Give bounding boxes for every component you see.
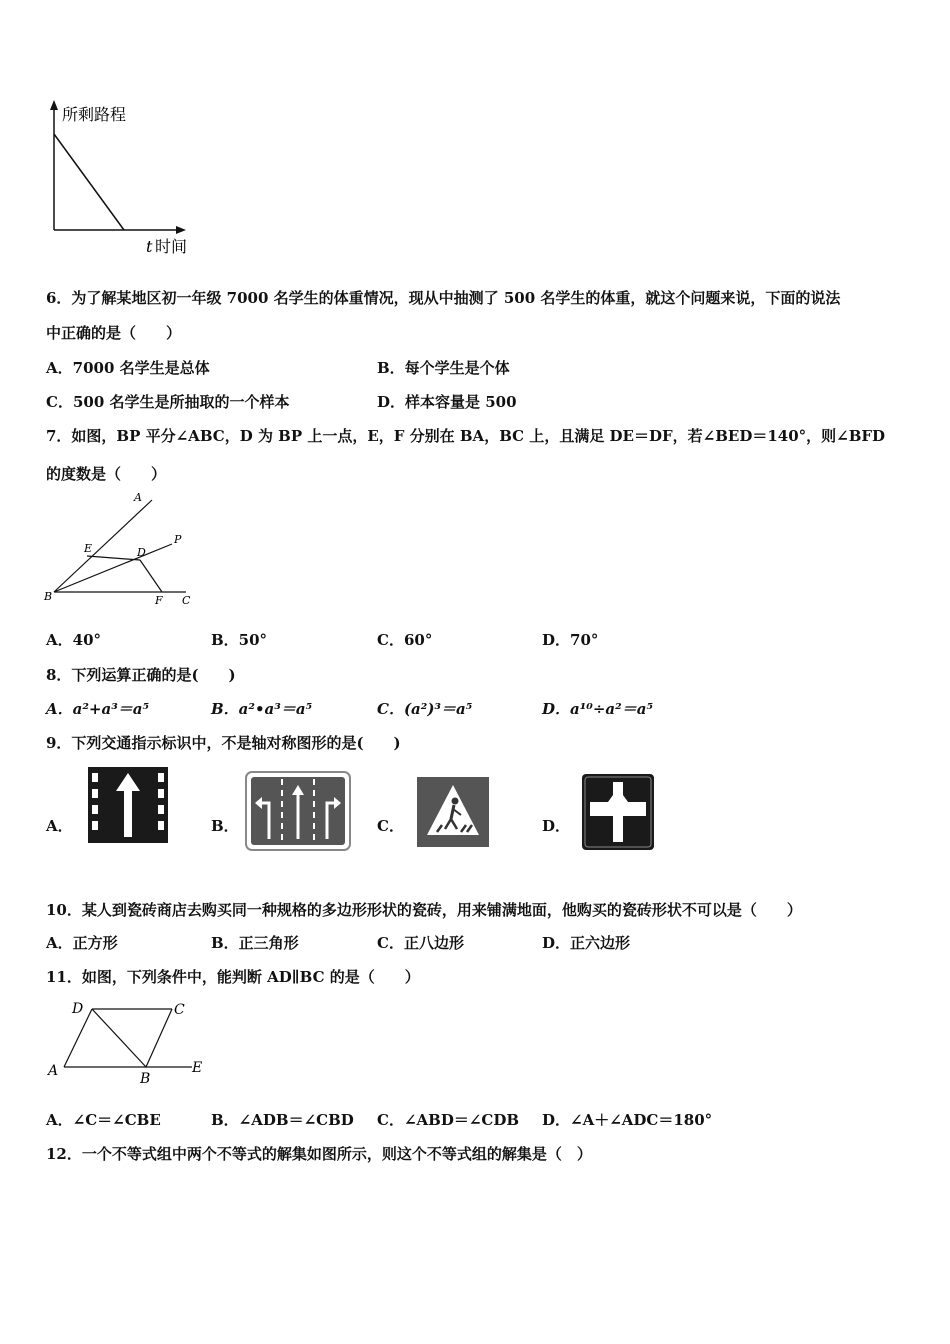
- q10-option-b: B．正三角形: [211, 934, 299, 952]
- side-cb: [146, 1009, 172, 1067]
- label-e: E: [192, 1060, 203, 1076]
- q6-stem-line2: 中正确的是（ ）: [46, 324, 182, 342]
- sign-lane-direction-icon: [245, 771, 351, 851]
- sign-pedestrian-crossing-icon: [417, 777, 489, 847]
- label-a: A: [48, 1063, 59, 1079]
- x-axis-variable: t: [146, 237, 153, 256]
- q9-option-d: D．: [542, 817, 571, 835]
- y-axis-label: 所剩路程: [62, 105, 127, 124]
- q10-option-d: D．正六边形: [542, 934, 631, 952]
- q11-stem: 11．如图，下列条件中，能判断 AD∥BC 的是（ ）: [46, 968, 420, 986]
- label-c: C: [174, 1002, 185, 1018]
- q8-option-c: C．(a²)³＝a⁵: [377, 700, 473, 718]
- y-axis-arrow: [50, 100, 58, 110]
- segment-df: [140, 560, 162, 592]
- sign-road-junction-icon: [582, 774, 654, 850]
- q8-stem: 8．下列运算正确的是( ): [46, 666, 236, 684]
- distance-time-graph: [40, 98, 200, 258]
- q10-stem: 10．某人到瓷砖商店去购买同一种规格的多边形形状的瓷砖，用来铺满地面，他购买的瓷砖形状不可以是（ ）: [46, 901, 802, 919]
- q6-option-c: C．500 名学生是所抽取的一个样本: [46, 393, 290, 411]
- q6-stem-line1: 6．为了解某地区初一年级 7000 名学生的体重情况，现从中抽测了 500 名学生的体重，就这个问题来说，下面的说法: [46, 289, 841, 307]
- q10-option-a: A．正方形: [46, 934, 118, 952]
- q7-stem-line1: 7．如图，BP 平分∠ABC，D 为 BP 上一点，E，F 分别在 BA，BC 上，且满足 DE＝DF，若∠BED＝140°，则∠BFD: [46, 427, 886, 445]
- q8-option-d: D．a¹⁰÷a²＝a⁵: [542, 700, 654, 718]
- segment-de: [87, 556, 140, 560]
- label-f: F: [155, 594, 163, 607]
- label-a: A: [134, 491, 142, 504]
- q7-option-b: B．50°: [211, 631, 268, 649]
- q7-option-d: D．70°: [542, 631, 599, 649]
- q6-option-d: D．样本容量是 500: [377, 393, 517, 411]
- q9-stem: 9．下列交通指示标识中，不是轴对称图形的是( ): [46, 734, 401, 752]
- label-d: D: [72, 1001, 84, 1017]
- q9-option-c: C．: [377, 817, 404, 835]
- q12-stem: 12．一个不等式组中两个不等式的解集如图所示，则这个不等式组的解集是（ ）: [46, 1145, 592, 1163]
- diagonal-db: [92, 1009, 146, 1067]
- q11-option-c: C．∠ABD＝∠CDB: [377, 1111, 520, 1129]
- q7-angle-figure: [40, 488, 200, 613]
- q11-parallelogram-figure: [44, 995, 214, 1087]
- q11-option-d: D．∠A＋∠ADC＝180°: [542, 1111, 713, 1129]
- side-ad: [64, 1009, 92, 1067]
- q7-option-a: A．40°: [46, 631, 102, 649]
- label-p: P: [174, 533, 182, 546]
- ray-bp: [54, 544, 172, 592]
- label-e: E: [84, 542, 93, 555]
- label-c: C: [182, 594, 191, 607]
- q7-option-c: C．60°: [377, 631, 433, 649]
- q8-option-a: A．a²+a³＝a⁵: [46, 700, 150, 718]
- x-axis-arrow: [176, 226, 186, 234]
- q6-option-b: B．每个学生是个体: [377, 359, 510, 377]
- label-b: B: [44, 590, 53, 603]
- sign-straight-arrow-icon: [88, 767, 168, 843]
- q11-option-b: B．∠ADB＝∠CBD: [211, 1111, 354, 1129]
- q9-option-b: B．: [211, 817, 239, 835]
- label-d: D: [137, 546, 146, 559]
- q8-option-b: B．a²•a³＝a⁵: [211, 700, 313, 718]
- distance-line: [54, 134, 124, 230]
- q6-option-a: A．7000 名学生是总体: [46, 359, 210, 377]
- q10-option-c: C．正八边形: [377, 934, 464, 952]
- q9-option-a: A．: [46, 817, 73, 835]
- q11-option-a: A．∠C＝∠CBE: [46, 1111, 161, 1129]
- label-b: B: [140, 1071, 151, 1087]
- x-axis-label: 时间: [155, 237, 188, 256]
- q7-stem-line2: 的度数是（ ）: [46, 465, 167, 483]
